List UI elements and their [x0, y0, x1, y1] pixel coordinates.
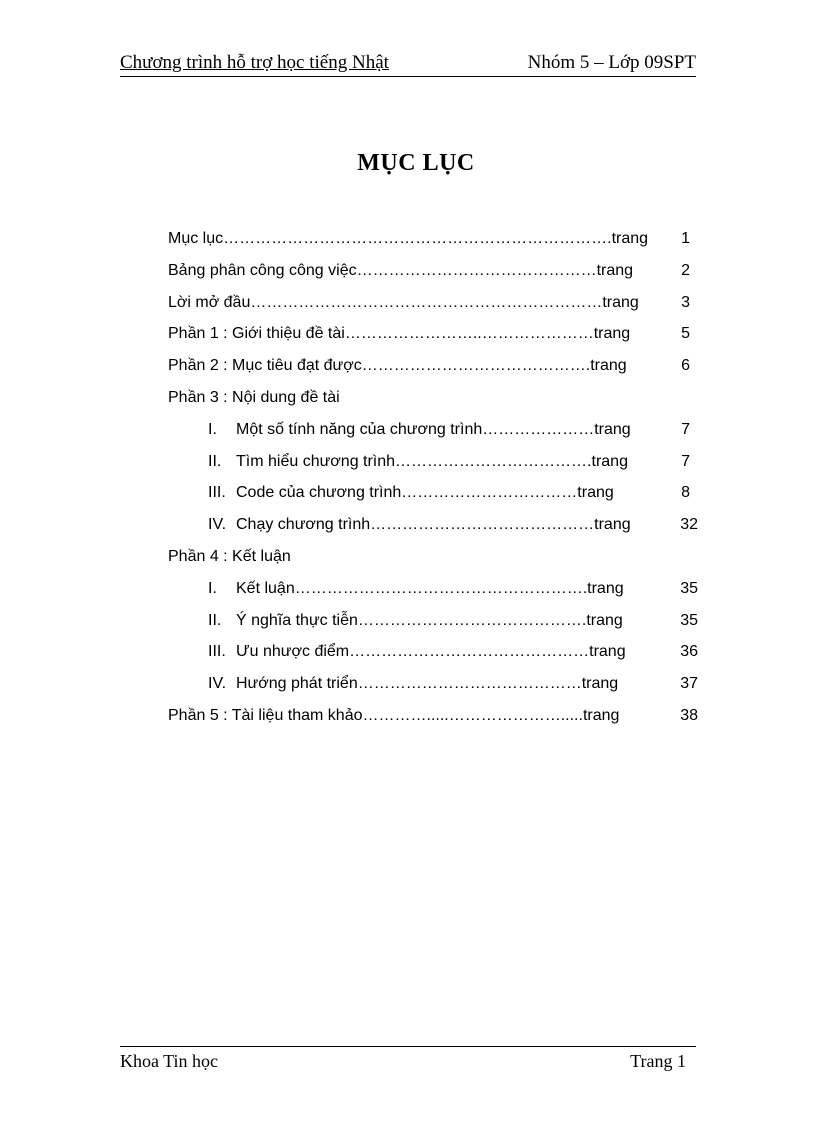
toc-entry-page: 32	[680, 516, 698, 534]
toc-entry-label: Hướng phát triển……………………………………trang	[236, 675, 619, 693]
toc-entry-label: Ý nghĩa thực tiễn…………………………………….trang	[236, 611, 623, 629]
header-title: Chương trình hỗ trợ học tiếng Nhật	[120, 52, 389, 73]
toc-entry-label: Ưu nhược điểm………………………………………trang	[236, 643, 626, 661]
toc-entry-page: 7	[681, 420, 690, 438]
toc-entry-page: 37	[680, 675, 698, 693]
toc-entry	[168, 514, 698, 546]
toc-entry-label: Phần 5 : Tài liệu tham khảo………….....………………….....trang	[168, 706, 620, 724]
toc-entry-label: Phần 2 : Mục tiêu đạt được…………………………………….trang	[168, 357, 627, 375]
toc-entry-number: III.	[208, 643, 226, 661]
toc-entry	[168, 228, 698, 260]
toc-entry	[168, 705, 698, 737]
toc-entry-label: Code của chương trình……………………………trang	[236, 484, 614, 502]
toc-entry-label: Tìm hiểu chương trình……………………………….trang	[236, 452, 628, 470]
toc-entry	[168, 641, 698, 673]
toc-entry-label: Một số tính năng của chương trình…………………trang	[236, 420, 631, 438]
toc-entry-page: 35	[680, 611, 698, 629]
toc-entry-page: 5	[681, 325, 690, 343]
toc-entry	[168, 482, 698, 514]
toc-entry-label: Phần 1 : Giới thiệu đề tài……………………..…………………trang	[168, 325, 631, 343]
toc-entry-label: Kết luận……………………………………………….trang	[236, 579, 624, 597]
table-of-contents	[168, 228, 698, 737]
toc-entry-page: 8	[681, 484, 690, 502]
toc-entry-label: Phần 3 : Nội dung đề tài	[168, 388, 340, 406]
footer-page-number: Trang 1	[630, 1051, 686, 1071]
toc-entry-number: II.	[208, 452, 222, 470]
toc-entry-number: I.	[208, 420, 217, 438]
footer-department: Khoa Tin học	[120, 1051, 219, 1071]
toc-entry	[168, 323, 698, 355]
toc-entry-number: II.	[208, 611, 222, 629]
toc-entry-page: 36	[680, 643, 698, 661]
toc-entry-label: Bảng phân công công việc………………………………………trang	[168, 261, 634, 279]
document-title: MỤC LỤC	[357, 150, 475, 176]
toc-entry	[168, 260, 698, 292]
toc-entry	[168, 673, 698, 705]
page-header	[120, 52, 696, 77]
toc-entry	[168, 292, 698, 324]
toc-entry	[168, 355, 698, 387]
toc-section-heading	[168, 387, 698, 419]
toc-entry-label: Phần 4 : Kết luận	[168, 547, 291, 565]
toc-entry	[168, 578, 698, 610]
toc-entry-number: IV.	[208, 516, 227, 534]
toc-entry-label: Mục lục……………………………………………………………….trang	[168, 230, 649, 247]
page-footer	[120, 1046, 696, 1077]
toc-entry-page: 1	[681, 230, 690, 247]
toc-entry-page: 3	[681, 293, 690, 311]
toc-entry	[168, 610, 698, 642]
toc-entry-page: 7	[681, 452, 690, 470]
toc-entry-page: 6	[681, 357, 690, 375]
toc-entry	[168, 451, 698, 483]
toc-entry-number: I.	[208, 579, 217, 597]
toc-entry-label: Chạy chương trình……………………………………trang	[236, 516, 631, 534]
toc-entry-label: Lời mở đầu…………………………………………………………trang	[168, 293, 639, 311]
toc-entry-page: 35	[680, 579, 698, 597]
toc-entry-number: IV.	[208, 675, 227, 693]
toc-entry-number: III.	[208, 484, 226, 502]
toc-entry-page: 38	[680, 706, 698, 724]
toc-entry-page: 2	[681, 261, 690, 279]
toc-entry	[168, 419, 698, 451]
toc-section-heading	[168, 546, 698, 578]
header-group: Nhóm 5 – Lớp 09SPT	[527, 52, 696, 73]
